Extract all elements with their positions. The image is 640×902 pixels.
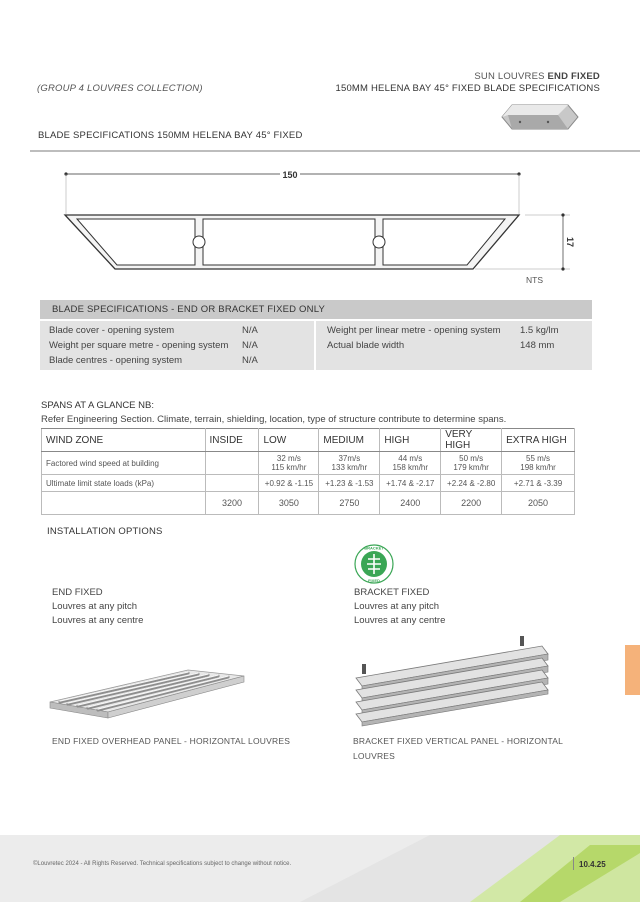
header-cell: LOW <box>259 429 319 452</box>
cell-line: 198 km/hr <box>520 463 556 472</box>
header-cell: WIND ZONE <box>42 429 206 452</box>
cell-line: 158 km/hr <box>392 463 429 472</box>
spec-value: 148 mm <box>520 340 555 351</box>
spec-value: N/A <box>242 340 258 351</box>
spec-value: N/A <box>242 355 258 366</box>
option-line: Louvres at any centre <box>354 615 446 626</box>
blade-profile-drawing <box>55 162 575 277</box>
spans-note: Refer Engineering Section. Climate, terrain, shielding, location, type of structure contribute to determine spans. <box>41 414 507 425</box>
table-cell: +1.23 & -1.53 <box>319 475 380 492</box>
spec-left-column <box>40 321 314 370</box>
table-cell: 2050 <box>502 492 575 515</box>
caption-line: BRACKET FIXED VERTICAL PANEL - HORIZONTAL <box>353 736 564 746</box>
page-reference: 10.4.25 <box>579 860 606 869</box>
cell-line: 55 m/s <box>526 454 551 463</box>
footer-divider <box>573 857 574 870</box>
table-cell <box>502 452 575 475</box>
cell-line: 32 m/s <box>276 454 301 463</box>
table-cell <box>205 452 259 475</box>
category-bold: END FIXED <box>547 71 600 82</box>
table-cell: +0.92 & -1.15 <box>259 475 319 492</box>
header-cell: VERY HIGH <box>441 429 502 452</box>
footer <box>0 835 640 902</box>
spec-label: Weight per linear metre - opening system <box>327 325 501 336</box>
divider <box>30 150 640 152</box>
table-row <box>42 452 575 475</box>
table-cell <box>205 475 259 492</box>
table-cell: +2.24 & -2.80 <box>441 475 502 492</box>
table-cell: 3050 <box>259 492 319 515</box>
end-fixed-panel-image <box>48 646 248 722</box>
end-fixed-caption: END FIXED OVERHEAD PANEL - HORIZONTAL LOUVRES <box>52 736 291 746</box>
blade-thumbnail-image <box>498 101 582 135</box>
header-cell: EXTRA HIGH <box>502 429 575 452</box>
category-prefix: SUN LOUVRES <box>474 71 545 82</box>
end-fixed-option <box>52 586 143 628</box>
row-label <box>42 492 206 515</box>
option-title: END FIXED <box>52 587 103 598</box>
spec-value: 1.5 kg/lm <box>520 325 559 336</box>
spec-label: Weight per square metre - opening system <box>49 340 229 351</box>
installation-title: INSTALLATION OPTIONS <box>47 526 163 537</box>
section-tab <box>625 645 640 695</box>
header-cell: INSIDE <box>205 429 259 452</box>
header-cell: HIGH <box>380 429 441 452</box>
table-cell: +2.71 & -3.39 <box>502 475 575 492</box>
caption-line: LOUVRES <box>353 751 396 761</box>
drawing-section-title: BLADE SPECIFICATIONS 150MM HELENA BAY 45° FIXED <box>38 130 303 141</box>
cell-line: 179 km/hr <box>453 463 489 472</box>
header-cell: MEDIUM <box>319 429 380 452</box>
cell-line: 37m/s <box>338 454 361 463</box>
bracket-fixed-panel-image <box>352 632 552 728</box>
table-cell <box>319 452 380 475</box>
table-cell <box>380 452 441 475</box>
option-line: Louvres at any pitch <box>354 601 440 612</box>
spec-right-column <box>316 321 592 370</box>
width-dimension: 150 <box>282 170 298 180</box>
height-dimension: 17 <box>565 236 575 248</box>
page-title: 150MM HELENA BAY 45° FIXED BLADE SPECIFICATIONS <box>335 83 600 94</box>
table-cell: +1.74 & -2.17 <box>380 475 441 492</box>
table-header-row <box>42 429 575 452</box>
blade-spec-table <box>40 300 592 370</box>
table-row <box>42 475 575 492</box>
spec-value: N/A <box>242 325 258 336</box>
row-label: Ultimate limit state loads (kPa) <box>42 475 206 492</box>
cell-line: 50 m/s <box>459 454 484 463</box>
badge-top-text: BRACKET <box>364 545 384 551</box>
spec-label: Actual blade width <box>327 340 405 351</box>
table-cell: 2400 <box>380 492 441 515</box>
collection-label: (GROUP 4 LOUVRES COLLECTION) <box>37 83 203 94</box>
badge-bottom-text: FIXED <box>368 578 380 583</box>
table-cell: 3200 <box>205 492 259 515</box>
spec-heading-text: BLADE SPECIFICATIONS - END OR BRACKET FIXED ONLY <box>52 304 326 315</box>
cell-line: 133 km/hr <box>331 463 368 472</box>
copyright-text: ©Louvretec 2024 - All Rights Reserved. Technical specifications subject to change without notice. <box>33 861 292 867</box>
bracket-fixed-option <box>354 586 445 628</box>
scale-note: NTS <box>526 275 543 285</box>
option-line: Louvres at any pitch <box>52 601 138 612</box>
bracket-fixed-caption <box>353 734 593 764</box>
row-label: Factored wind speed at building <box>42 452 206 475</box>
footer-decoration <box>0 835 640 902</box>
bracket-fixed-badge-icon <box>354 544 394 584</box>
table-cell: 2200 <box>441 492 502 515</box>
table-cell <box>441 452 502 475</box>
category-label <box>474 71 600 82</box>
spec-heading <box>40 300 592 319</box>
table-cell <box>259 452 319 475</box>
table-row <box>42 492 575 515</box>
option-line: Louvres at any centre <box>52 615 144 626</box>
table-cell: 2750 <box>319 492 380 515</box>
spec-label: Blade centres - opening system <box>49 355 183 366</box>
cell-line: 44 m/s <box>398 454 423 463</box>
spans-title: SPANS AT A GLANCE NB: <box>41 400 154 411</box>
option-title: BRACKET FIXED <box>354 587 430 598</box>
cell-line: 115 km/hr <box>271 463 307 472</box>
spec-label: Blade cover - opening system <box>49 325 175 336</box>
spans-table <box>41 428 575 515</box>
